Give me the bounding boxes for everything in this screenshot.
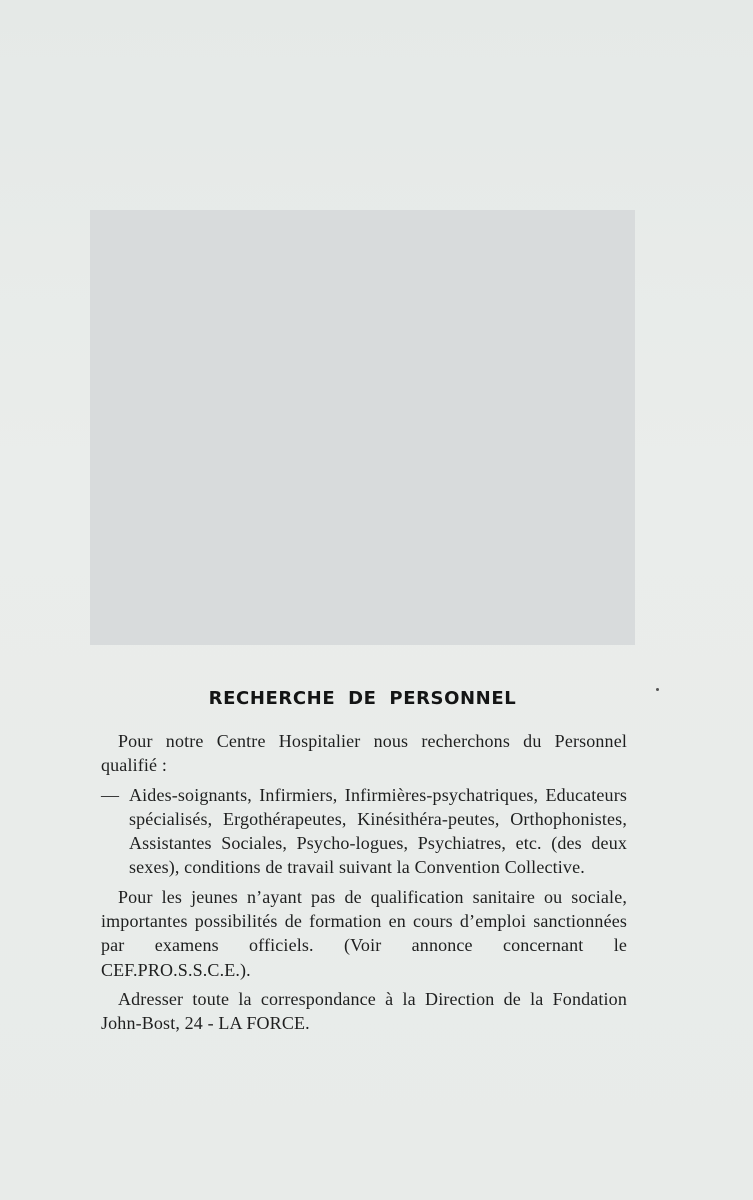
body-text (101, 729, 627, 1036)
training-paragraph: Pour les jeunes n’ayant pas de qualification sanitaire ou sociale, importantes possibilités de formation en cours d’emploi sanctionnées par examens officiels. (Voir annonce concernant le CEF.PRO.S.S.C.E.). (101, 886, 627, 980)
intro-paragraph: Pour notre Centre Hospitalier nous recherchons du Personnel qualifié : (101, 731, 627, 776)
redacted-image-area (90, 210, 635, 645)
speck-mark (656, 688, 659, 691)
address-paragraph: Adresser toute la correspondance à la Direction de la Fondation John-Bost, 24 - LA FORCE. (101, 988, 627, 1034)
list-dash: — (101, 784, 120, 805)
personnel-list (101, 783, 627, 880)
list-item-text: Aides-soignants, Infirmiers, Infirmières-psychatriques, Educateurs spécialisés, Ergothérapeutes, Kinésithéra-peutes, Orthophonistes, Assistantes Sociales, Psycho-logues, Psychiatres, etc. (des deux sexes), conditions de travail suivant la Convention Collective. (129, 784, 627, 878)
page-heading: RECHERCHE DE PERSONNEL (208, 688, 517, 709)
list-item (101, 783, 627, 880)
